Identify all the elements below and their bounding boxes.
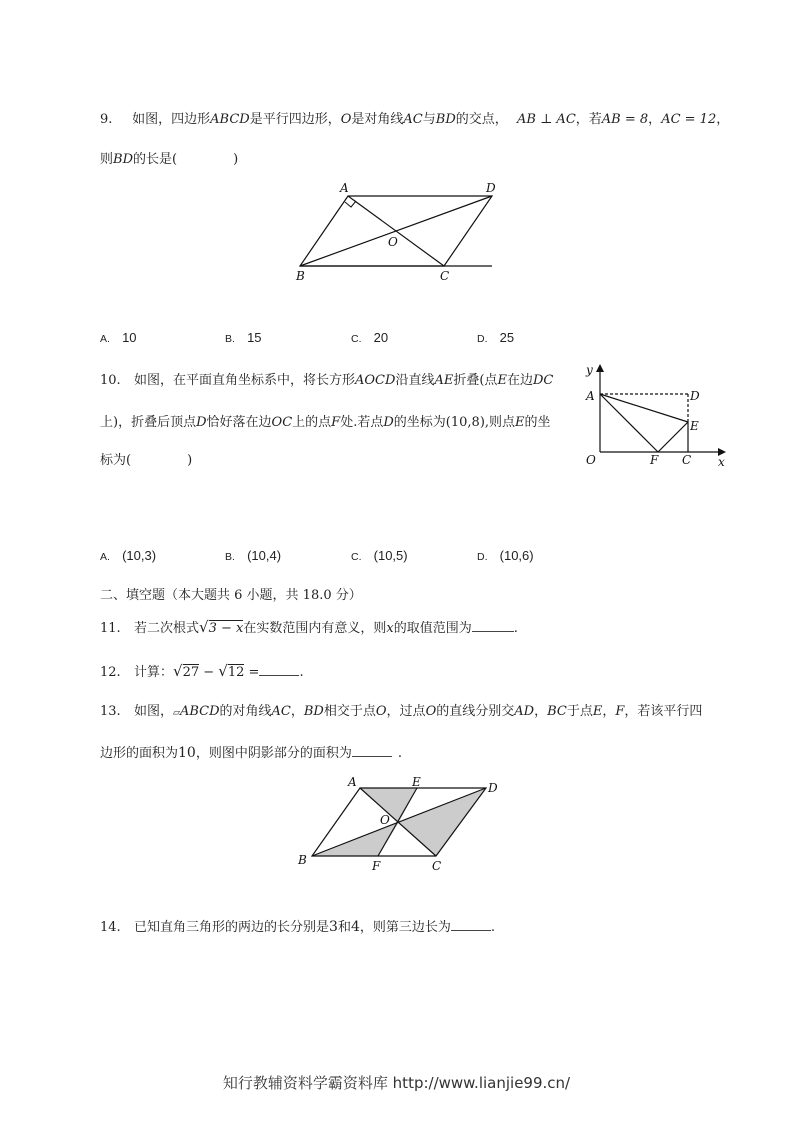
q13-math: E — [592, 704, 603, 719]
q13-line2 — [100, 742, 402, 761]
q10-line1 — [100, 369, 553, 388]
q10-text: 的坐标为 — [393, 415, 446, 430]
q9-math: BD — [435, 112, 456, 127]
q9-label-o: O — [388, 235, 398, 249]
q10-math: AE — [434, 373, 454, 388]
q13-math: O — [375, 704, 387, 719]
q10-text: ,则点 — [484, 415, 516, 430]
q13-math: 10 — [178, 745, 196, 761]
q11-radical: √ — [199, 618, 209, 636]
q13-label-b: B — [298, 853, 307, 867]
q14-math: 3 — [329, 919, 338, 935]
q11-number: 11. — [100, 621, 121, 636]
q13-text: 的直线分别交 — [436, 704, 515, 719]
q9-parallelogram-figure — [290, 178, 510, 288]
q14-text: . — [490, 920, 496, 935]
q11-text: 若二次根式 — [134, 621, 200, 636]
q11-math: x — [386, 621, 394, 636]
q13-label-a: A — [348, 775, 357, 789]
q10-label-d: D — [690, 389, 700, 403]
option-value: (10,4) — [247, 548, 282, 563]
q10-text: 上的点 — [292, 415, 332, 430]
option-value: (10,5) — [373, 548, 408, 563]
q13-label-c: C — [432, 859, 442, 873]
q12-text: . — [299, 665, 304, 680]
q14-math: 4 — [350, 919, 360, 935]
q12-answer-blank[interactable] — [259, 665, 299, 676]
q10-line3 — [100, 449, 192, 468]
parallelogram-symbol-icon: ▱ — [173, 708, 180, 718]
q13-label-o: O — [380, 813, 390, 827]
q9-text: ) — [233, 152, 239, 167]
q9-text: 则 — [100, 152, 114, 167]
q10-math: DC — [532, 373, 554, 388]
q14-text: ，则第三边长为 — [359, 920, 451, 935]
q10-label-e: E — [690, 419, 699, 433]
q13-text: . — [397, 746, 402, 761]
q14-text: 和 — [337, 920, 351, 935]
q9-text: ， — [716, 112, 730, 127]
q10-math: D — [196, 415, 207, 430]
q11-text: 的取值范围为 — [393, 621, 472, 636]
q12-text: 计算： — [134, 665, 174, 680]
q10-text: 处.若点 — [340, 415, 384, 430]
q12-radicand: 27 — [182, 665, 200, 680]
q13-text: ， — [534, 704, 548, 719]
q9-label-a: A — [340, 181, 349, 195]
q13-math: F — [615, 704, 625, 719]
q10-text: ) — [187, 453, 193, 468]
option-letter: A. — [100, 551, 110, 563]
q9-label-b: B — [296, 269, 305, 283]
q9-math: AC = 12 — [661, 112, 717, 127]
q10-math: OC — [271, 415, 293, 430]
q9-number: 9. — [100, 112, 113, 127]
q10-label-x: x — [718, 455, 725, 469]
q10-option-a[interactable] — [100, 548, 156, 564]
q10-text: 折叠( — [453, 373, 485, 388]
q13-text: 相交于点 — [323, 704, 376, 719]
q10-text: 如图，在平面直角坐标系中，将长方形 — [134, 373, 356, 388]
q14-number: 14. — [100, 920, 121, 935]
q9-math: O — [340, 112, 352, 127]
option-letter: D. — [477, 333, 488, 345]
q9-option-a[interactable] — [100, 330, 137, 346]
q9-options — [100, 330, 540, 350]
q10-math: F — [331, 415, 341, 430]
q9-math: BD — [113, 152, 133, 167]
q10-line2 — [100, 411, 551, 430]
q11-answer-blank[interactable] — [472, 621, 514, 632]
q12-radical: √ — [173, 662, 183, 680]
q13-math: AD — [514, 704, 535, 719]
q9-line1-right — [517, 108, 729, 127]
q9-label-d: D — [486, 181, 496, 195]
q9-text: ，若 — [575, 112, 602, 127]
option-letter: D. — [477, 551, 488, 563]
q9-option-b[interactable] — [225, 330, 262, 346]
option-letter: C. — [351, 551, 362, 563]
q10-math: E — [515, 415, 525, 430]
q9-text: 的交点， — [455, 112, 508, 127]
q12-number: 12. — [100, 665, 121, 680]
q13-math: AC — [271, 704, 291, 719]
q14-line — [100, 916, 495, 935]
section-heading: 二、填空题（本大题共 6 小题，共 18.0 分） — [100, 588, 362, 603]
q9-line1 — [100, 108, 508, 127]
option-letter: B. — [225, 333, 235, 345]
q10-coordinate-figure — [578, 364, 728, 472]
q11-line — [100, 617, 518, 636]
q13-math: ABCD — [179, 704, 220, 719]
q10-text: 标为( — [100, 453, 132, 468]
q13-math: BD — [303, 704, 324, 719]
q9-option-d[interactable] — [477, 330, 514, 346]
option-value: 25 — [499, 330, 515, 345]
q13-text: 的对角线 — [219, 704, 272, 719]
q10-math: (10,8) — [445, 415, 485, 430]
q12-text: − — [199, 665, 219, 680]
option-value: (10,6) — [499, 548, 534, 563]
q13-text: ，过点 — [386, 704, 426, 719]
q9-line2 — [100, 148, 238, 167]
q10-label-o: O — [586, 453, 596, 467]
q10-text: 的坐 — [524, 415, 551, 430]
q12-radical: √ — [218, 662, 228, 680]
q13-answer-blank[interactable] — [352, 746, 392, 757]
q9-math: AB = 8 — [601, 112, 649, 127]
q13-text: ， — [290, 704, 304, 719]
q9-text: 是平行四边形， — [249, 112, 341, 127]
q9-math: ABCD — [210, 112, 250, 127]
q9-option-c[interactable] — [351, 330, 388, 346]
option-letter: C. — [351, 333, 362, 345]
q10-text: 上) — [100, 415, 119, 430]
q10-math: E — [497, 373, 507, 388]
q13-math: O — [425, 704, 437, 719]
q10-option-d[interactable] — [477, 548, 534, 564]
q13-text: 边形的面积为 — [100, 746, 179, 761]
q10-math: D — [383, 415, 394, 430]
q11-text: 在实数范围内有意义，则 — [243, 621, 387, 636]
option-value: 15 — [247, 330, 262, 345]
option-value: 20 — [373, 330, 389, 345]
q13-line1 — [100, 700, 702, 719]
q9-label-c: C — [440, 269, 450, 283]
q9-text: 与 — [422, 112, 436, 127]
q14-text: 已知直角三角形的两边的长分别是 — [134, 920, 330, 935]
q13-parallelogram-figure — [292, 772, 512, 878]
option-value: 10 — [122, 330, 137, 345]
q13-text: ，若该平行四 — [624, 704, 703, 719]
q10-options — [100, 548, 560, 568]
q10-text: 沿直线 — [395, 373, 435, 388]
q9-text: 的长是( — [133, 152, 178, 167]
q9-math: AC — [403, 112, 423, 127]
q13-text: ，则图中阴影部分的面积为 — [195, 746, 352, 761]
q14-answer-blank[interactable] — [451, 920, 491, 931]
q10-text: ，折叠后顶点 — [118, 415, 197, 430]
q10-label-y: y — [586, 364, 593, 377]
q12-line — [100, 661, 304, 680]
q10-number: 10. — [100, 373, 121, 388]
q10-option-b[interactable] — [225, 548, 281, 564]
q12-text: = — [244, 665, 260, 680]
q13-label-f: F — [372, 859, 381, 873]
q9-math: AB ⊥ AC — [517, 112, 576, 127]
q13-label-d: D — [488, 781, 498, 795]
footer-watermark: 知行教辅资料学霸资料库 http://www.lianjie99.cn/ — [222, 1074, 571, 1092]
q10-text: 恰好落在边 — [206, 415, 272, 430]
q10-option-c[interactable] — [351, 548, 408, 564]
q10-label-f: F — [650, 453, 659, 467]
q13-text: 如图， — [134, 704, 174, 719]
q13-label-e: E — [412, 775, 421, 789]
q10-text: 点 — [484, 373, 498, 388]
option-value: (10,3) — [122, 548, 157, 563]
q10-label-c: C — [682, 453, 692, 467]
q9-text: 如图，四边形 — [132, 112, 211, 127]
q12-radicand: 12 — [227, 665, 245, 680]
q10-label-a: A — [586, 389, 595, 403]
option-letter: B. — [225, 551, 235, 563]
q9-text: 是对角线 — [351, 112, 404, 127]
q13-math: BC — [547, 704, 567, 719]
q13-text: ， — [602, 704, 616, 719]
q13-text: 于点 — [566, 704, 593, 719]
q10-math: AOCD — [355, 373, 396, 388]
q13-number: 13. — [100, 704, 121, 719]
q9-text: ， — [648, 112, 662, 127]
q11-text: . — [513, 621, 518, 636]
option-letter: A. — [100, 333, 110, 345]
q11-radicand: 3 − x — [208, 621, 244, 636]
q10-text: 在边 — [506, 373, 533, 388]
